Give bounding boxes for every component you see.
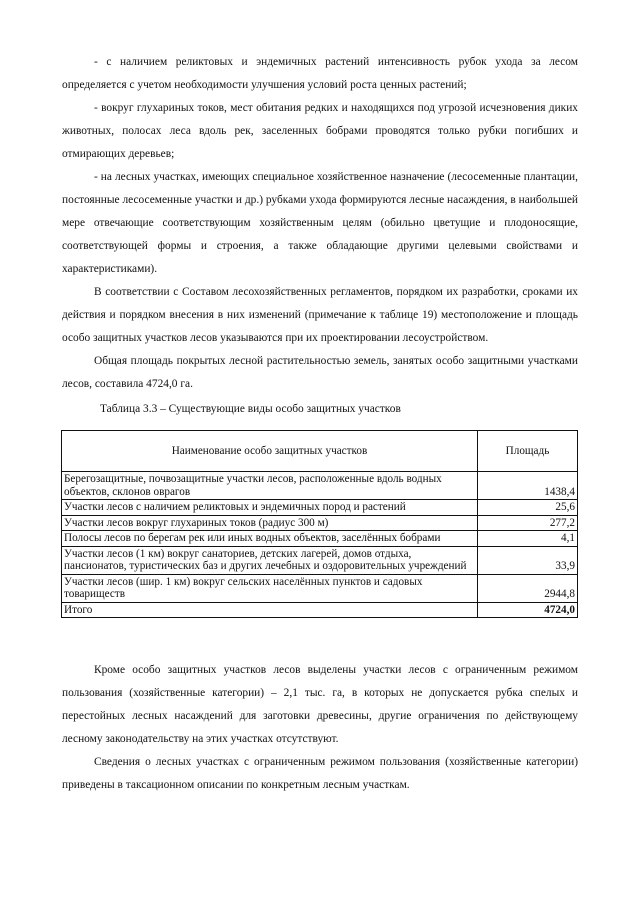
row-name: Берегозащитные, почвозащитные участки лесов, расположенные вдоль водных объектов, склонов оврагов — [62, 472, 478, 500]
row-area: 277,2 — [478, 515, 578, 531]
paragraph-restricted-use: Кроме особо защитных участков лесов выделены участки лесов с ограниченным режимом пользования (хозяйственные категории) – 2,1 тыс. га, в которых не допускается рубка спелых и перестойных лесных насаждений для заготовки древесины, другие ограничения по действующему лесному законодательству на этих участках отсутствуют. — [62, 664, 578, 745]
paragraph-relict-plants: - с наличием реликтовых и эндемичных растений интенсивность рубок ухода за лесом определяется с учетом необходимости улучшения условий роста ценных растений; — [62, 56, 578, 91]
header-area: Площадь — [478, 431, 578, 472]
table-caption: Таблица 3.3 – Существующие виды особо защитных участков — [100, 403, 401, 415]
table-row — [62, 472, 578, 500]
paragraph-special-purpose: - на лесных участках, имеющих специальное хозяйственное назначение (лесосеменные плантации, постоянные лесосеменные участки и др.) рубками ухода формируются лесные насаждения, в наибольшей мере отвечающие соответствующим хозяйственным целям (обильно цветущие и плодоносящие, соответствующей формы и строения, а также обладающие другими целевыми свойствами и характеристиками). — [62, 171, 578, 275]
paragraph-taxation-info: Сведения о лесных участках с ограниченным режимом пользования (хозяйственные категории) приведены в таксационном описании по конкретным лесным участкам. — [62, 756, 578, 791]
table-row — [62, 500, 578, 516]
row-area: 2944,8 — [478, 574, 578, 602]
row-name: Участки лесов с наличием реликтовых и эндемичных пород и растений — [62, 500, 478, 516]
row-name: Участки лесов (шир. 1 км) вокруг сельских населённых пунктов и садовых товариществ — [62, 574, 478, 602]
protected-areas-table — [61, 430, 578, 618]
bottom-text-block — [62, 659, 578, 797]
row-area: 25,6 — [478, 500, 578, 516]
paragraph-regulations: В соответствии с Составом лесохозяйственных регламентов, порядком их разработки, сроками их действия и порядком внесения в них изменений (примечание к таблице 19) местоположение и площадь особо защитных участков лесов указываются при их проектировании лесоустройством. — [62, 286, 578, 344]
row-area: 4,1 — [478, 531, 578, 547]
top-text-block — [62, 51, 578, 396]
table-row — [62, 546, 578, 574]
paragraph-total-area: Общая площадь покрытых лесной растительностью земель, занятых особо защитными участками лесов, составила 4724,0 га. — [62, 355, 578, 390]
row-area: 33,9 — [478, 546, 578, 574]
total-area: 4724,0 — [478, 602, 578, 618]
total-label: Итого — [62, 602, 478, 618]
table-total-row — [62, 602, 578, 618]
paragraph-grouse-leks: - вокруг глухариных токов, мест обитания редких и находящихся под угрозой исчезновения диких животных, полосах леса вдоль рек, заселенных бобрами проводятся только рубки погибших и отмирающих деревьев; — [62, 102, 578, 160]
table-header-row — [62, 431, 578, 472]
row-name: Участки лесов вокруг глухариных токов (радиус 300 м) — [62, 515, 478, 531]
row-name: Участки лесов (1 км) вокруг санаториев, детских лагерей, домов отдыха, пансионатов, туристических баз и других лечебных и оздоровительных учреждений — [62, 546, 478, 574]
row-name: Полосы лесов по берегам рек или иных водных объектов, заселённых бобрами — [62, 531, 478, 547]
table-row — [62, 515, 578, 531]
header-name: Наименование особо защитных участков — [62, 431, 478, 472]
table-row — [62, 574, 578, 602]
row-area: 1438,4 — [478, 472, 578, 500]
table-row — [62, 531, 578, 547]
